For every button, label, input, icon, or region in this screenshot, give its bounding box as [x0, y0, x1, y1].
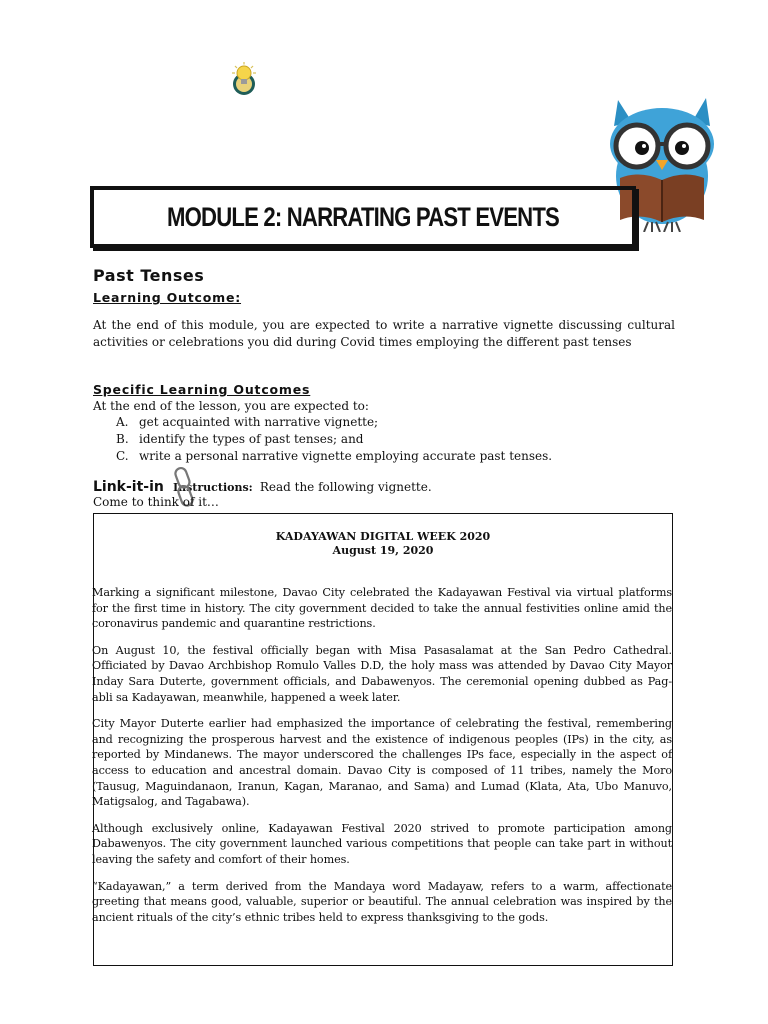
list-item — [116, 448, 552, 465]
article-paragraph: “Kadayawan,” a term derived from the Mandaya word Madayaw, refers to a warm, affectionate greeting that means good, valuable, superior or beautiful. The annual celebration was inspired by the ancient rituals of the city’s ethnic tribes held to express thanksgiving to the gods. — [92, 879, 672, 924]
article-header — [94, 530, 672, 558]
learning-outcome-heading: Learning Outcome: — [93, 290, 242, 305]
list-item-text: get acquainted with narrative vignette; — [139, 415, 379, 429]
list-marker: A. — [116, 415, 129, 429]
lightbulb-logo-icon — [229, 60, 259, 98]
list-item-text: identify the types of past tenses; and — [139, 432, 364, 446]
article-body — [92, 585, 672, 936]
article-date: August 19, 2020 — [332, 544, 434, 557]
link-it-in-row — [93, 476, 432, 495]
vignette-article-box — [93, 513, 673, 966]
link-it-in-title: Link-it-in — [93, 479, 164, 495]
lesson-heading: Past Tenses — [93, 266, 205, 285]
list-marker: B. — [116, 432, 129, 446]
lead-in-text: Come to think of it… — [93, 495, 219, 509]
instructions-label: Instructions: — [172, 481, 253, 494]
list-item — [116, 414, 552, 431]
article-paragraph: Marking a significant milestone, Davao City celebrated the Kadayawan Festival via virtual platforms for the first time in history. The city government decided to take the annual festivities online amid the coronavirus pandemic and quarantine restrictions. — [92, 586, 672, 631]
specific-outcomes-intro: At the end of the lesson, you are expected to: — [93, 399, 369, 413]
list-marker: C. — [116, 449, 129, 463]
article-paragraph: On August 10, the festival officially began with Misa Pasasalamat at the San Pedro Cathedral. Officiated by Davao Archbishop Romulo Valles D.D, the holy mass was attended by Davao City Mayor Inday Sara Duterte, government officials, and Dabawenyos. The ceremonial opening dubbed as Pag-abli sa Kadayawan, meanwhile, happened a week later. — [92, 643, 672, 704]
learning-outcome-text: At the end of this module, you are expected to write a narrative vignette discussing cultural activities or celebrations you did during Covid times employing the different past tenses — [93, 318, 675, 349]
module-title: MODULE 2: NARRATING PAST EVENTS — [167, 201, 559, 232]
article-title: KADAYAWAN DIGITAL WEEK 2020 — [275, 530, 491, 543]
list-item-text: write a personal narrative vignette employing accurate past tenses. — [139, 449, 553, 463]
article-paragraph: City Mayor Duterte earlier had emphasized the importance of celebrating the festival, remembering and recognizing the prosperous harvest and the existence of indigenous peoples (IPs) in the city, as reported by Mindanews. The mayor underscored the challenges IPs face, especially in the aspect of access to education and ancestral domain. Davao City is composed of 11 tribes, namely the Moro (Tausug, Maguindanaon, Iranun, Kagan, Maranao, and Sama) and Lumad (Klata, Ata, Ubo Manuvo, Matigsalog, and Tagabawa). — [92, 717, 672, 809]
module-title-box — [90, 186, 636, 248]
article-paragraph: Although exclusively online, Kadayawan Festival 2020 strived to promote participation among Dabawenyos. The city government launched various competitions that people can take part in without leaving the safety and comfort of their homes. — [92, 821, 672, 866]
specific-outcomes-heading: Specific Learning Outcomes — [93, 382, 311, 397]
instructions-text: Read the following vignette. — [259, 480, 432, 494]
objectives-list — [116, 414, 552, 465]
list-item — [116, 431, 552, 448]
